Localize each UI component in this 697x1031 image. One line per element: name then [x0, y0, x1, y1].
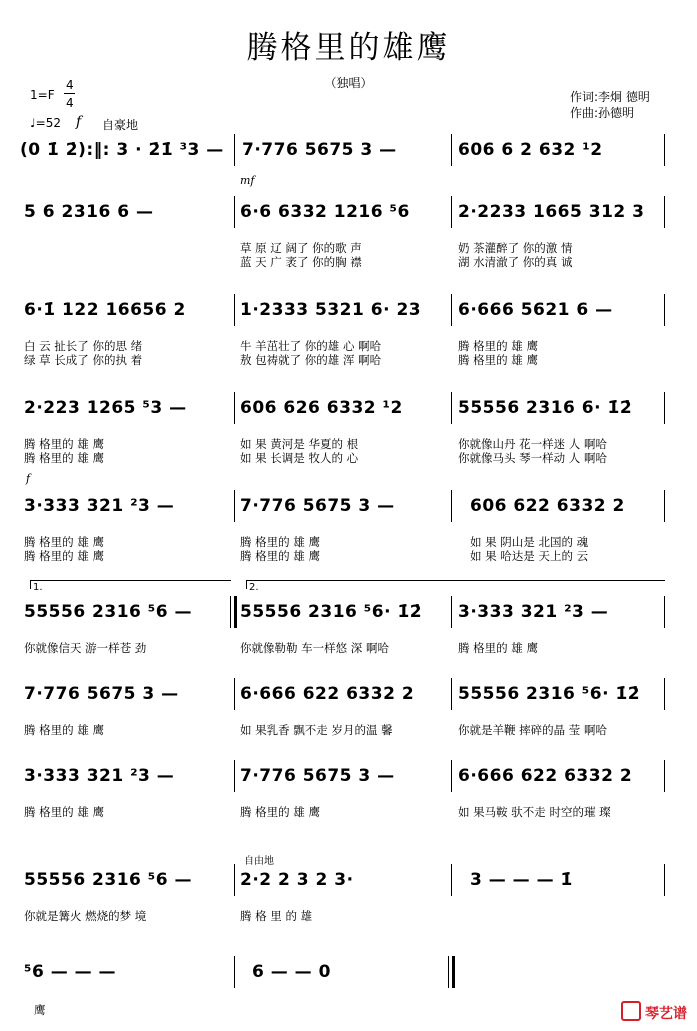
lyric-line-1: 你就是篝火 燃烧的梦 境 [24, 909, 147, 923]
lyric-line-1: 你就像山丹 花一样迷 人 啊哈 [458, 437, 607, 451]
notation-measure: 6·666 5621 6 — [458, 300, 613, 320]
time-signature-bottom: 4 [66, 96, 74, 110]
bar-line [664, 392, 665, 424]
final-bar-thin [448, 956, 449, 988]
key-signature: 1=F [30, 88, 55, 102]
bar-line [234, 294, 235, 326]
lyric-line-1: 你就像勒勒 车一样悠 深 啊哈 [240, 641, 389, 655]
bar-line [664, 294, 665, 326]
brand-logo-icon [621, 1001, 641, 1021]
bar-line [664, 678, 665, 710]
score-title: 腾格里的雄鹰 [246, 30, 451, 66]
bar-line [664, 134, 665, 166]
bar-line [451, 864, 452, 896]
lyric-line-2: 腾 格里的 雄 鹰 [458, 353, 538, 367]
final-bar-thick [452, 956, 455, 988]
notation-measure: 7·776 5675 3 — [240, 766, 395, 786]
notation-measure: 6·666 622 6332 2 [458, 766, 633, 786]
notation-measure: 7·776 5675 3 — [24, 684, 179, 704]
lyric-line-1: 奶 茶灌醉了 你的激 情 [458, 241, 573, 255]
bar-line [451, 196, 452, 228]
lyric-line-2: 绿 草 长成了 你的执 着 [24, 353, 143, 367]
time-signature-line [64, 93, 75, 94]
lyric-line-1: 如 果马鞍 驮不走 时空的璀 璨 [458, 805, 611, 819]
notation-measure: 55556 2316 ⁵6· 1̇2̇ [458, 684, 641, 704]
bar-line [234, 760, 235, 792]
dynamic-mf: mf [240, 174, 255, 187]
lyric-line-2: 敖 包祷就了 你的雄 浑 啊哈 [240, 353, 382, 367]
dynamic-f: f [26, 472, 31, 485]
notation-measure: 6·666 622 6332 2 [240, 684, 415, 704]
lyric-line-1: 腾 格里的 雄 鹰 [24, 535, 104, 549]
bar-line [664, 596, 665, 628]
notation-measure: 3·333 321 ²3 — [458, 602, 609, 622]
lyric-line-1: 草 原 辽 阔了 你的歌 声 [240, 241, 362, 255]
bar-line [234, 864, 235, 896]
lyric-line-2: 如 果 长调是 牧人的 心 [240, 451, 359, 465]
bar-line [234, 490, 235, 522]
lyric-line-1: 腾 格里的 雄 鹰 [458, 339, 538, 353]
notation-measure: ⁵6 — — — [24, 962, 117, 982]
tempo-mark: ♩=52 [30, 116, 61, 130]
notation-measure: 3 — — — 1̇ [470, 870, 573, 890]
dynamic-mark: f [76, 114, 82, 130]
lyric-line-1: 牛 羊茁壮了 你的雄 心 啊哈 [240, 339, 382, 353]
lyric-line-2: 如 果 哈达是 天上的 云 [470, 549, 589, 563]
expression-mark: 自豪地 [102, 118, 139, 132]
lyric-line-2: 腾 格里的 雄 鹰 [24, 451, 104, 465]
notation-measure: 7·776 5675 3 — [240, 496, 395, 516]
lyric-line-2: 蓝 天 广 袤了 你的胸 襟 [240, 255, 362, 269]
volta-2-label: 2. [249, 582, 259, 593]
lyricist-credit: 作词:李炯 德明 [570, 90, 650, 104]
lyric-line-1: 你就像信天 游一样苍 劲 [24, 641, 147, 655]
repeat-bar-line [234, 596, 237, 628]
notation-measure: 2·2 2 3 2 3· [240, 870, 354, 890]
notation-measure: 55556 2316 6· 1̇2̇ [458, 398, 633, 418]
volta-bracket-2 [246, 580, 665, 589]
score-subtitle: （独唱） [324, 76, 373, 90]
bar-line [664, 760, 665, 792]
notation-measure: 3·333 321 ²3 — [24, 766, 175, 786]
bar-line [234, 956, 235, 988]
notation-measure: 55556 2316 ⁵6· 1̇2̇ [240, 602, 423, 622]
lyric-line-1: 腾 格里的 雄 鹰 [24, 723, 104, 737]
notation-measure: 55556 2316 ⁵6 — [24, 870, 192, 890]
notation-measure: 6·6 6332 1216 ⁵6 [240, 202, 410, 222]
tempo-free-mark: 自由地 [244, 856, 274, 867]
lyric-line-1: 鹰 [34, 1003, 46, 1017]
notation-measure: 6 — — 0 [252, 962, 331, 982]
lyric-line-2: 腾 格里的 雄 鹰 [24, 549, 104, 563]
lyric-line-1: 腾 格里的 雄 鹰 [24, 805, 104, 819]
composer-credit: 作曲:孙德明 [570, 106, 635, 120]
lyric-line-1: 如 果 黄河是 华夏的 根 [240, 437, 359, 451]
lyric-line-2: 湖 水清澈了 你的真 诚 [458, 255, 573, 269]
notation-measure: 6·1̇ 122 16656 2 [24, 300, 186, 320]
lyric-line-1: 白 云 扯长了 你的思 绪 [24, 339, 143, 353]
notation-measure: 7·776 5675 3 — [242, 140, 397, 160]
lyric-line-2: 你就像马头 琴一样动 人 啊哈 [458, 451, 607, 465]
notation-measure: 1·2333 5321 6· 23 [240, 300, 422, 320]
notation-measure: 606 6 2 632 ¹2 [458, 140, 603, 160]
bar-line [234, 392, 235, 424]
bar-line [451, 134, 452, 166]
notation-measure: 2·2233 1665 312 3 [458, 202, 645, 222]
notation-measure: 5 6 2316 6 — [24, 202, 154, 222]
bar-line [451, 490, 452, 522]
time-signature-top: 4 [66, 78, 74, 92]
lyric-line-1: 你就是羊鞭 摔碎的晶 莹 啊哈 [458, 723, 607, 737]
bar-line [451, 596, 452, 628]
lyric-line-1: 腾 格里的 雄 鹰 [458, 641, 538, 655]
notation-measure: 55556 2316 ⁵6 — [24, 602, 192, 622]
notation-measure: 3·333 321 ²3 — [24, 496, 175, 516]
notation-measure: (0 1̇ 2̇):‖: 3 · 2̇1̇ ³3 — [20, 140, 224, 160]
lyric-line-1: 腾 格里的 雄 鹰 [240, 535, 320, 549]
lyric-line-1: 腾 格里的 雄 鹰 [240, 805, 320, 819]
lyric-line-1: 如 果乳香 飘不走 岁月的温 馨 [240, 723, 393, 737]
lyric-line-2: 腾 格里的 雄 鹰 [240, 549, 320, 563]
bar-line [234, 196, 235, 228]
notation-measure: 606 626 6332 ¹2 [240, 398, 403, 418]
bar-line [664, 864, 665, 896]
notation-measure: 2·223 1265 ⁵3 — [24, 398, 187, 418]
volta-bracket-1 [30, 580, 231, 589]
notation-measure: 606 622 6332 2 [470, 496, 625, 516]
bar-line [451, 678, 452, 710]
bar-line [234, 134, 235, 166]
bar-line [451, 392, 452, 424]
bar-line [451, 760, 452, 792]
bar-line [230, 596, 231, 628]
lyric-line-1: 腾 格里的 雄 鹰 [24, 437, 104, 451]
bar-line [664, 490, 665, 522]
bar-line [664, 196, 665, 228]
volta-1-label: 1. [33, 582, 43, 593]
lyric-line-1: 腾 格 里 的 雄 [240, 909, 313, 923]
lyric-line-1: 如 果 阴山是 北国的 魂 [470, 535, 589, 549]
brand-watermark: 琴艺谱 [621, 1001, 687, 1023]
bar-line [234, 678, 235, 710]
bar-line [451, 294, 452, 326]
